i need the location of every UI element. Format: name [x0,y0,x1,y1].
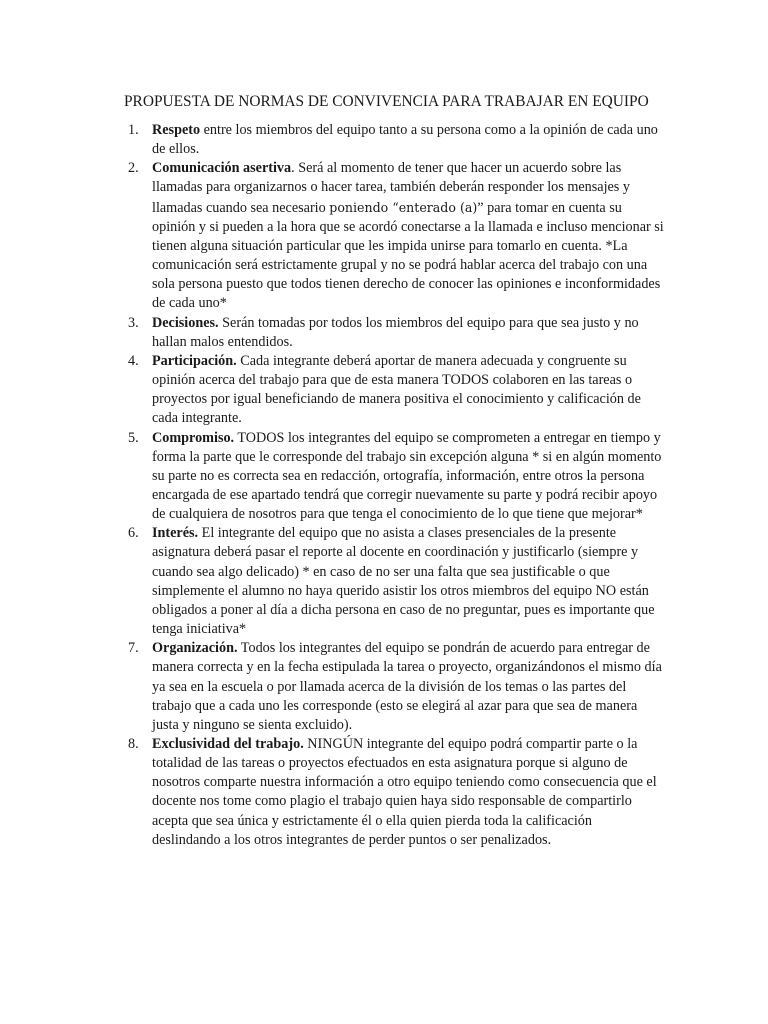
list-item [128,639,664,735]
list-item [128,429,664,525]
item-text: TODOS los integrantes del equipo se comprometen a entregar en tiempo y forma la parte que le corresponde del trabajo sin excepción alguna * si en algún momento su parte no es correcta sea en redacción, ortografía, información, entre otros la persona encargada de ese apartado tendrá que corregir nuevamente su parte y podrá recibir apoyo de cualquiera de nosotros para que tenga el conocimiento de lo que tiene que mejorar* [152,429,662,523]
norms-list [128,121,664,850]
item-number: 5. [128,429,139,446]
list-item [128,352,664,429]
item-term: Decisiones. [152,314,219,331]
list-item [128,735,664,850]
list-item [128,159,664,313]
item-text: Todos los integrantes del equipo se pondrán de acuerdo para entregar de manera correcta y en la fecha estipulada la tarea o proyecto, organizándonos el mismo día ya sea en la escuela o por llamada acerca de la división de los temas o las partes del trabajo que a cada uno les corresponde (esto se elegirá al azar para que sea de manera justa y ninguno se sienta excluido). [152,640,662,733]
item-text: El integrante del equipo que no asista a clases presenciales de la presente asignatura deberá pasar el reporte al docente en coordinación y justificarlo (siempre y cuando sea algo delicado) * en caso de no ser una falta que sea justificable o que simplemente el alumno no haya querido asistir los otros miembros del equipo NO están obligados a poner al día a dicha persona en caso de no preguntar, pues es importante que tenga iniciativa* [152,525,655,638]
item-text: ” para tomar en cuenta su opinión y si pueden a la hora que se acordó conectarse a la llamada e incluso mencionar si tienen alguna situación particular que les impida unirse para tomarlo en cuenta. *La comunicación será estrictamente grupal y no se podrá hablar acerca del trabajo con una sola persona puesto que todos tienen derecho de conocer las opiniones e inconformidades de cada uno* [152,199,664,312]
item-term: Interés. [152,525,199,542]
item-number: 3. [128,314,139,331]
item-term: Compromiso. [152,429,235,446]
item-text: NINGÚN integrante del equipo podrá compartir parte o la totalidad de las tareas o proyectos efectuados en esta asignatura porque si alguno de nosotros comparte nuestra información a otro equipo teniendo como consecuencia que el docente nos tome como plagio el trabajo quien haya sido responsable de compartirlo acepta que sea única y estrictamente él o ella quien pierda toda la calificación deslindando a los otros integrantes de perder puntos o ser penalizados. [152,736,657,848]
item-term: Exclusividad del trabajo. [152,736,304,752]
item-number: 1. [128,122,139,138]
item-term: Comunicación asertiva [152,160,292,177]
item-number: 8. [128,736,139,752]
item-text: . Será al momento de tener que hacer un acuerdo sobre las llamadas para organizarnos o hacer tarea, también deberán responder los mensajes y llamadas cuando sea necesario [152,160,630,216]
item-number: 2. [128,160,139,177]
item-number: 4. [128,352,139,369]
item-term: Respeto [152,122,201,138]
list-item [128,314,664,352]
document-title: PROPUESTA DE NORMAS DE CONVIVENCIA PARA TRABAJAR EN EQUIPO [124,93,649,110]
item-highlight-text: poniendo “enterado (a) [329,199,478,215]
item-text: Serán tomadas por todos los miembros del equipo para que sea justo y no hallan malos entendidos. [152,314,639,350]
item-text: Cada integrante deberá aportar de manera adecuada y congruente su opinión acerca del trabajo para que de esta manera TODOS colaboren en las tareas o proyectos por igual beneficiando de manera positiva el conocimiento y calificación de cada integrante. [152,352,641,427]
list-item [128,121,664,159]
item-number: 6. [128,525,139,542]
item-text: entre los miembros del equipo tanto a su persona como a la opinión de cada uno de ellos. [152,122,658,158]
item-term: Participación. [152,352,237,369]
item-term: Organización. [152,640,238,657]
list-item [128,524,664,639]
item-number: 7. [128,640,139,657]
